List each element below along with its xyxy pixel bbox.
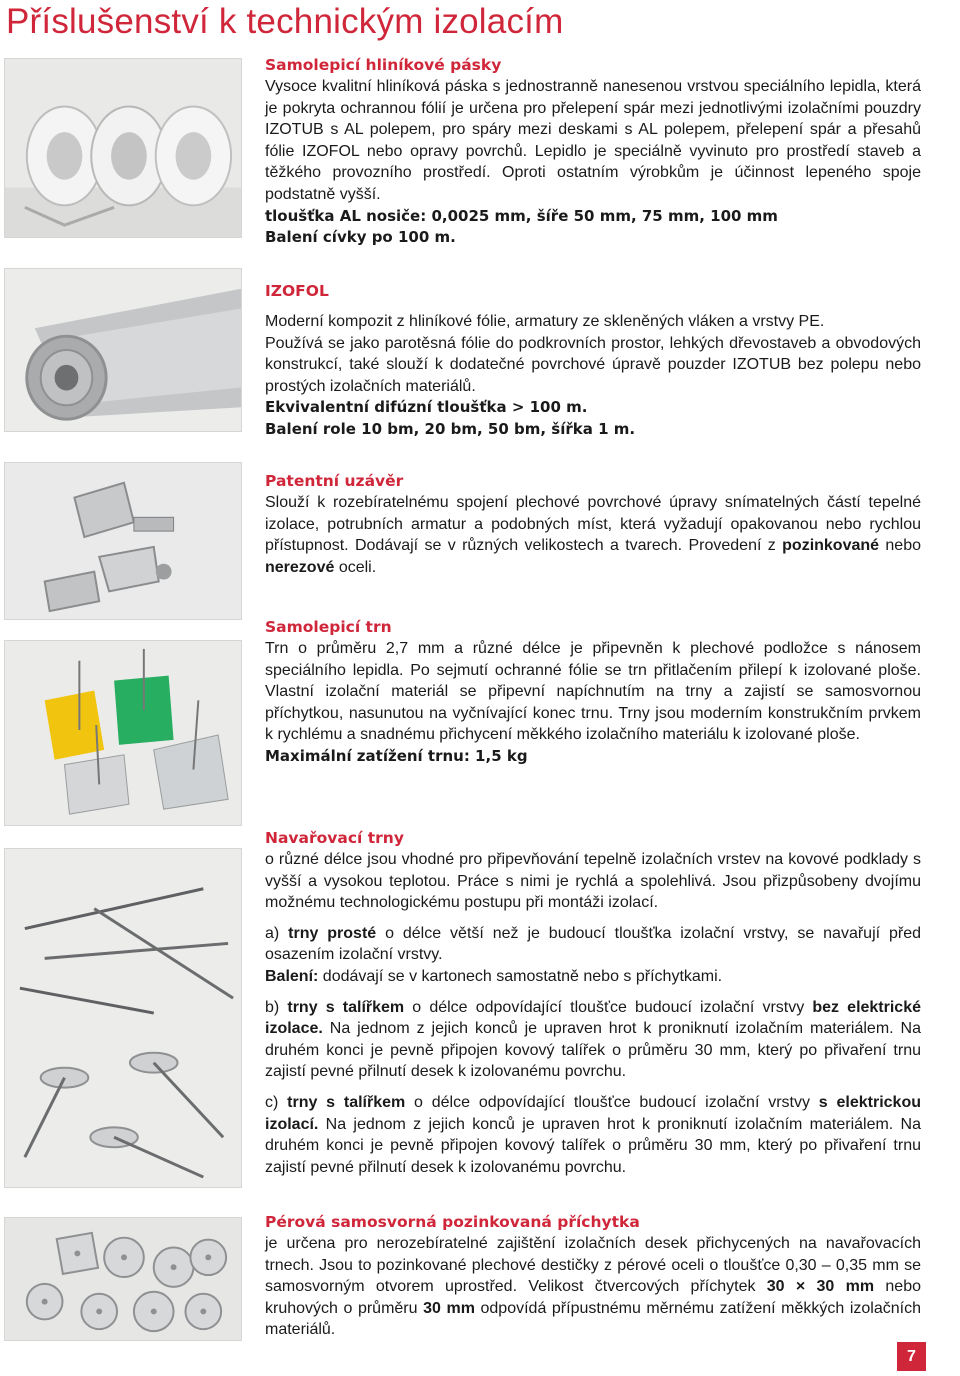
section-body: Vysoce kvalitní hliníková páska s jednostranně nanesenou vrstvou speciálního lepidla, která je pokryta ochrannou fólií je určena pro přelepení spár mezi jednotlivými izolačními pouzdry IZOTUB s AL polepem, pro spáry mezi deskami s AL polepem, přelepení spár a přesahů fólie IZOFOL nebo opravy povrchů. Lepidlo je speciálně vyvinuto pro prostředí staveb a těžkého provozního prostředí. Oproti ostatním výrobkům je účinnost lepeného spoje podstatně vyšší. (265, 78, 921, 203)
patent-latch-section (265, 470, 921, 578)
page-title: Příslušenství k technickým izolacím (6, 2, 564, 41)
section-spec: tloušťka AL nosiče: 0,0025 mm, šíře 50 mm, 75 mm, 100 mm (265, 206, 778, 225)
weld-pins-photo (4, 848, 242, 1188)
aluminium-tape-photo (4, 58, 242, 238)
weld-pins-section (265, 827, 921, 1178)
variant-b: b) trny s talířkem o délce odpovídající tloušťce budoucí izolační vrstvy bez elektrické izolace. Na jednom z jejich konců je upraven hrot k proniknutí izolačním materiálem. Na druhém konci je pevně připojen kovový talířek o průměru 30 mm, který po přivaření trnu zajistí pevné přilnutí desek k izolovanému povrchu. (265, 998, 922, 1081)
section-title: Navařovací trny (265, 829, 404, 847)
patent-latch-photo (4, 462, 242, 620)
section-spec: Balení cívky po 100 m. (265, 228, 456, 247)
section-spec: Balení role 10 bm, 20 bm, 50 bm, šířka 1 m. (265, 419, 636, 438)
page-number: 7 (897, 1342, 926, 1371)
section-title: Pérová samosvorná pozinkovaná příchytka (265, 1213, 640, 1231)
section-spec: Maximální zatížení trnu: 1,5 kg (265, 746, 528, 765)
section-title: Samolepicí trn (265, 618, 392, 636)
spring-clip-photo (4, 1217, 242, 1341)
section-title: Samolepicí hliníkové pásky (265, 56, 502, 74)
izofol-roll-photo (4, 268, 242, 432)
section-body: Slouží k rozebíratelnému spojení plechové povrchové úpravy snímatelných částí tepelné izolace, potrubních armatur a podobných míst, která vyžadují opakovanou nebo rychlou přístupnost. Dodávají se v různých velikostech a tvarech. Provedení z pozinkované nebo nerezové oceli. (265, 494, 921, 576)
izofol-section (265, 280, 921, 441)
section-title: Patentní uzávěr (265, 472, 404, 490)
section-intro: o různé délce jsou vhodné pro připevňování tepelně izolačních vrstev na kovové podklady s vyšší a vysokou teplotou. Práce s nimi je rychlá a spolehlivá. Jsou přizpůsobeny dvojímu možnému technologickému postupu při montáži izolací. (265, 851, 921, 912)
variant-a: a) trny prosté o délce větší než je budoucí tloušťka izolační vrstvy, se navařují před osazením izolační vrstvy. (265, 924, 921, 964)
aluminium-tape-section (265, 54, 921, 249)
section-body: Používá se jako parotěsná fólie do podkrovních prostor, lehkých dřevostaveb a obvodových konstrukcí, také slouží k dodatečné povrchové úpravě pouzder IZOTUB bez polepu nebo prostých izolačních materiálů. (265, 334, 921, 395)
self-adhesive-pin-section (265, 616, 921, 768)
variant-c: c) trny s talířkem o délce odpovídající tloušťce budoucí izolační vrstvy s elektrickou izolací. Na jednom z jejich konců je upraven hrot k proniknutí izolačním materiálem. Na druhém konci je pevně připojen kovový talířek o průměru 30 mm, který po přivaření trnu zajistí pevné přilnutí desek k izolovanému povrchu. (265, 1093, 921, 1176)
packaging: Balení: dodávají se v kartonech samostatně nebo s příchytkami. (265, 967, 723, 985)
self-adhesive-pin-photo (4, 640, 242, 826)
section-spec: Ekvivalentní difúzní tloušťka > 100 m. (265, 398, 588, 417)
spring-clip-section (265, 1211, 921, 1341)
section-intro: Moderní kompozit z hliníkové fólie, armatury ze skleněných vláken a vrstvy PE. (265, 313, 825, 330)
section-body: Trn o průměru 2,7 mm a různé délce je připevněn k plechové podložce s nánosem speciálního lepidla. Po sejmutí ochranné fólie se trn přitlačením přilepí k izolované ploše. Vlastní izolační materiál se připevní napíchnutím na trny a zajistí se samosvornou příchytkou, nasunutou na vyčnívající konec trnu. Trny jsou moderním konstrukčním prvkem k rychlému a snadnému přichycení měkkého izolačního materiálu k izolované ploše. (265, 640, 921, 744)
section-title: IZOFOL (265, 282, 329, 300)
section-body: je určena pro nerozebíratelné zajištění izolačních desek přichycených na navařovacích trnech. Jsou to pozinkované plechové destičky z pérové oceli o tloušťce 0,30 – 0,35 mm se samosvorným otvorem uprostřed. Velikost čtvercových příchytek 30 × 30 mm nebo kruhových o průměru 30 mm odpovídá přípustnému měrnému zatížení měkkých izolačních materiálů. (265, 1235, 922, 1339)
